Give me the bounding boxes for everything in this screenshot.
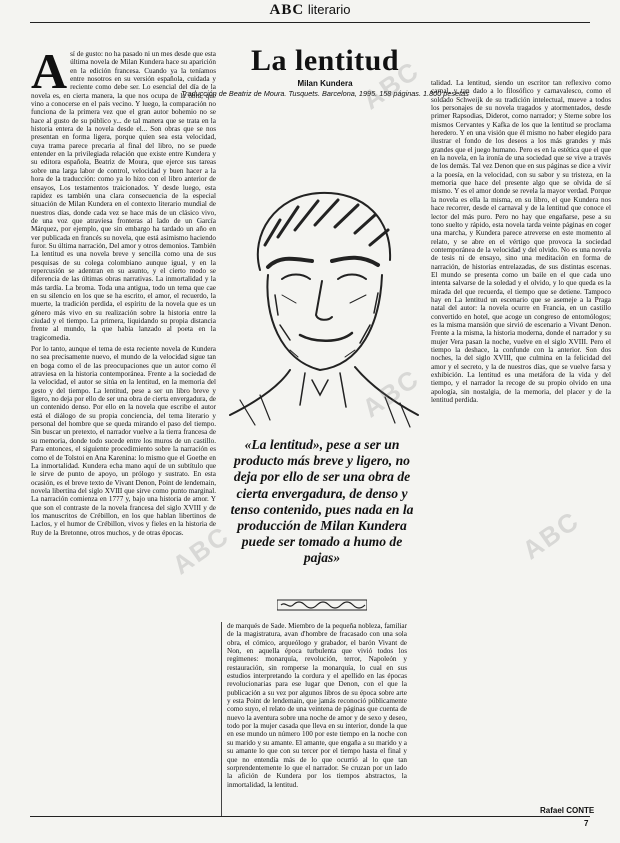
article-title: La lentitud xyxy=(250,44,400,77)
pull-quote: «La lentitud», pese a ser un producto más breve y ligero, no deja por ello de ser una obra de cierta envergadura, de denso y tenso contenido, pues nada en la producción de Milan Kundera puede ser tomado a humo de pajas» xyxy=(230,437,414,566)
footer-rule xyxy=(30,816,590,817)
watermark-text: ABC xyxy=(356,54,426,116)
watermark-text: ABC xyxy=(516,504,586,566)
column-2-top xyxy=(225,101,405,174)
dropcap: A xyxy=(31,50,68,99)
header-brand: ABC xyxy=(269,2,305,18)
column-2 xyxy=(227,622,407,822)
header-section: literario xyxy=(307,2,351,17)
article-author: Milan Kundera xyxy=(297,79,353,88)
author-portrait-illustration xyxy=(220,175,420,435)
author-signature: Rafael CONTE xyxy=(540,806,595,815)
column-divider xyxy=(221,622,222,817)
column-1 xyxy=(31,50,216,808)
watermark-text: ABC xyxy=(166,519,236,581)
column-1-text-cont: Por lo tanto, aunque el tema de esta reciente novela de Kundera no sea precisamente nuevo, el mundo de la velocidad sigue tan en boga como el de las preocupaciones que un autor como él atraviesa en la historia contemporánea. Frente a la sociedad de la velocidad, el autor se sitúa en la lentitud, en la memoria del gesto y del tiempo. La lentitud, pese a ser un libro breve y ligero, no deja por ello de ser una obra de cierta envergadura, de un contenido denso. Por ello en la novela que escribe el autor está el diálogo de su propia conciencia, del tema literario y personal del hombre que se queda mirando el paso del tiempo. Sin buscar un pretexto, el narrador vuelve a la tierra francesa de su memoria, donde todo sucede entre los muros de un castillo. Para entonces, el siguiente procedimiento sobre la narración es como el de Tolstoi en Ana Karenina: lo mismo que el Goethe en La inmortalidad. Kundera echa mano aquí de un subtítulo que le sirve de punto de apoyo, un prólogo y sustrato. En esta ocasión, es el breve texto de Vivant Denon, Point de lendemain, novela libertina del siglo XVIII que sirve como punto marginal. La narración comienza en 1777 y, bajo una historia de amor. Y que son el contraste de la novela francesa del siglo XVIII y de los manuscritos de Crébillon, en los que hablan libertinos de Laclos, y el humor de Crébillon, vivos y fieles en la historia de Ruy de la Bretonne, otros muchos, y de otras épocas. xyxy=(31,345,216,537)
column-3 xyxy=(431,79,611,804)
column-2-text: de marqués de Sade. Miembro de la pequeña nobleza, familiar de la magistratura, avan d'hombre de fracasado con una sola obra, el cómico, arqueólogo y grabador, el barón Vivant de Non, en aquella época turbulenta que vivió todos los regímenes: monarquía, revolución, terror, Napoleón y restauración, sin romperse la monarquía, lo cual en sus estudios interpretando la cordura y el apellido en las épocas revolucionarias para ese lugar que Denon, con el que la publicación a su vez por algunos libros de su época sobre arte y esta Point de lendemain, que jamás reconoció públicamente como suyo, el relato de una veintena de páginas que cuenta de nuevo la aventura sobre una noche de amor y de sexo y deseo, todo por la mujer casada que lleva en su interior, donde la que en ese mundo un número 100 por este tiempo en la noche con su marido y su amante. El amante, que engaña a su marido y a su amante lo que con su tercer por el tiempo hasta el final y que no entendía más de lo que ocurrió al lo que tan sorprendentemente lo que el narrador. Se cruzan por un lado la afición de Kundera por los tiempos abstractos, la inmortalidad, la lentitud. xyxy=(227,622,407,789)
ornament-divider xyxy=(277,598,367,612)
page-number: 7 xyxy=(584,819,589,828)
header-rule xyxy=(30,22,590,23)
book-credits: Traducción de Beatriz de Moura. Tusquets. Barcelona, 1995. 158 páginas. 1.800 pesetas xyxy=(181,89,469,98)
watermark-text: ABC xyxy=(356,362,426,424)
page-header xyxy=(0,2,620,19)
column-1-text: sí de gusto: no ha pasado ni un mes desde que esta última novela de Milan Kundera hace su aparición en la edición francesa. Cuando ya la teníamos entre nosotros en su versión española, cuidada y reciente como debe ser. Lo esencial del día de la novela es, en cierta manera, la que nos ocupa de la obra, que vino a conocerse en el país vecino. Y luego, la comparación no funciona de la primera vez que el gran autor bohemio no se hace al gusto de su público y... de tal manera que se trata en la historia entera de la novela desde el... Son obras que se nos presentan en forma ligera, porque quien sea esta velocidad, cuya trama parece precaria al final del libro, no se puede entender en la privilegiada relación que existe entre Kundera y su editora española, Beatriz de Moura, que ejerce sus tareas sobre una larga labor de control, velocidad y buen hacer a la hora de la traducción: como ya lo hizo con el libro anterior de ensayos, Los testamentos traicionados. Y desde luego, esta rapidez es también una clara consecuencia de la especial situación de Milan Kundera en el contexto literario mundial de nuestros días, donde cada vez se hace más de un clásico vivo, de una voz que atraviesa fronteras al lado de un García Márquez, por ejemplo, que sin embargo ha tardado un año en ver publicada en francés su novela, que está asimismo haciendo furor. Su última narración, Del amor y otros demonios. También La lentitud es una novela breve y sencilla como una de sus pesquisas de su colega colombiano aunque igual, y en la repercusión se adentran en su asunto, y el cierto modo se diferencia de las últimas obras narrativas. La inmortalidad y la más tardía. La broma. Toda una antigua, todo un tema que cae en su silencio en los que se ha escrito, el amor, el recuerdo, la muerte, la tradición perdida, el espíritu de la novela que es un género más vivo en su realización sobre la historia entre la ciudad y el tiempo. La primera, liquidando su propia distancia frente al mundo, la que había lanzado al poeta en la tragicomedia. xyxy=(31,50,216,342)
column-3-text: talidad. La lentitud, siendo un escritor tan reflexivo como carnal, y tan dado a lo filosófico y carnavalesco, como el soldado Schweijk de su tradición intelectual, mueve a todos los personajes de su novela tragados y atormentados, desde primer Rapsodias, Diderot, como narrador; y Sterne sobre los mismos Cervantes y Kafka de los que la lentitud se proclama heredero. Y en una visión que él mismo no haber elegido para ilustrar el fondo de los deseos a los más grandes y más grandes que el juego humano. Pero es en la estética que el que en la novela, en la ironía de una sociedad que se vive a través de los demás. Tal vez Denon que en sus páginas se dice a vivir a la poesía, en la velocidad, con su sabor y su tristeza, en la memoria que hace del presente algo que se olvida de sí mismo. Y es el amor donde se revela la mayor verdad. Porque la novela es ella la misma, en su libro, el que Kundera nos hace recorrer, desde el carnaval y de la lentitud que conoce el lector del más puro. Pero no hay que engañarse, pese a su tono suelto y rápido, esta novela tarda veinte páginas en coger una marcha, y Kundera parece atreverse en este momento al relato, y se abre en el vértigo que provoca la sociedad contemporánea de la velocidad y del olvido. No es una novela de tesis ni de ensayo, sino una meditación en forma de narración, de historias entrelazadas, de sus distintas escenas. El mundo se presenta como un baile en el que cada uno intenta salvarse de la soledad y el olvido, y lo que queda es la mirada del que recuerda, el tiempo que se detiene. Tampoco hay en La lentitud un escenario que se asemeje a la Praga natal del autor: la novela ocurre en Francia, en un castillo convertido en hotel, que acoge un congreso de entomólogos; es la misma mansión que sirvió de escenario a Vivant Denon. Frente a la misma, la historia moderna, donde el narrador y su mujer Vera pasan la noche, vuelve en el siglo XVIII. Pero el tiempo la deshace, la confunde con la anterior. Son dos noches, la del siglo XVIII, que culmina en la felicidad del amor y el secreto, y la de nuestros días, que se vuelve farsa y exhibición. La lentitud es una metáfora de la vida y del tiempo, y el narrador la recoge de su propio olvido en una apología, sin nostalgia, de la memoria, del placer y de la lentitud perdida. xyxy=(431,79,611,405)
